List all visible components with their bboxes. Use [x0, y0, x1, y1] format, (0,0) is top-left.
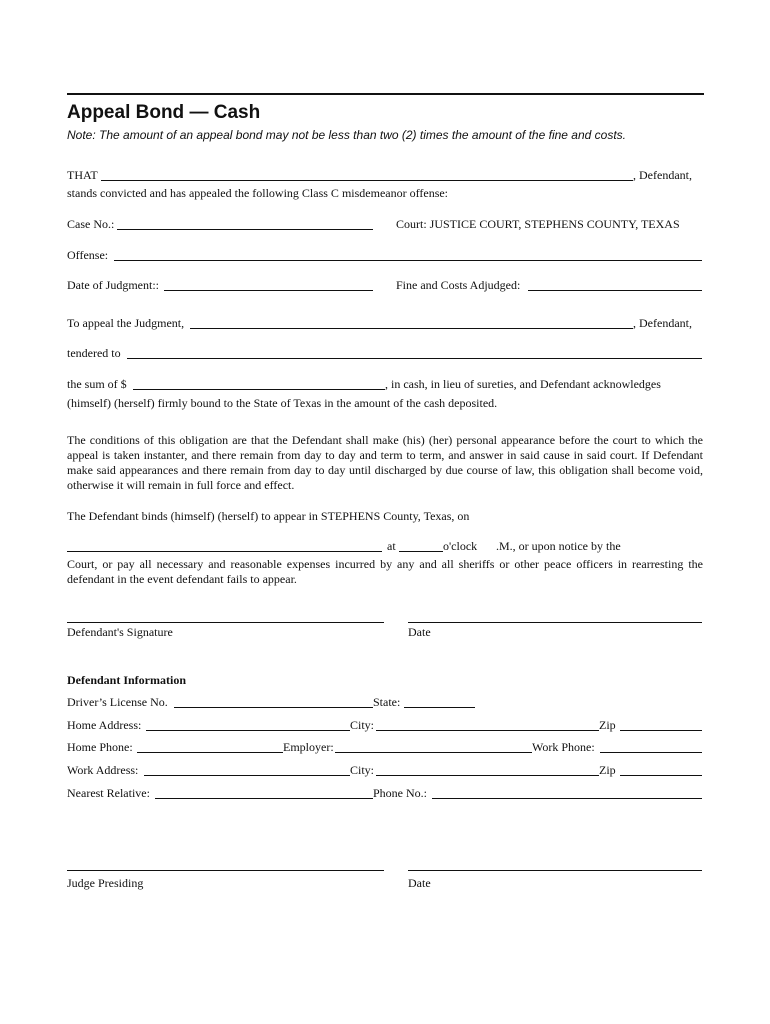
work-phone-field[interactable] [600, 752, 702, 753]
binds-text: The Defendant binds (himself) (herself) to appear in STEPHENS County, Texas, on [67, 509, 470, 523]
home-address-field[interactable] [146, 730, 350, 731]
home-zip-label: Zip [599, 718, 616, 732]
defendant-signature-label: Defendant's Signature [67, 625, 173, 639]
nearest-relative-label: Nearest Relative: [67, 786, 150, 800]
home-zip-field[interactable] [620, 730, 702, 731]
judge-presiding-label: Judge Presiding [67, 876, 144, 890]
court-text: Court: JUSTICE COURT, STEPHENS COUNTY, TEXAS [396, 217, 680, 231]
convicted-text: stands convicted and has appealed the following Class C misdemeanor offense: [67, 186, 449, 200]
work-zip-label: Zip [599, 763, 616, 777]
case-no-field[interactable] [117, 229, 373, 230]
phone-no-field[interactable] [432, 798, 702, 799]
home-address-label: Home Address: [67, 718, 142, 732]
drivers-license-field[interactable] [174, 707, 373, 708]
judge-date-label: Date [408, 876, 431, 890]
work-zip-field[interactable] [620, 775, 702, 776]
state-label: State: [373, 695, 401, 709]
appeal-name-field[interactable] [190, 328, 633, 329]
drivers-license-label: Driver’s License No. [67, 695, 168, 709]
that-label: THAT [67, 168, 98, 182]
defendant-info-heading: Defendant Information [67, 673, 186, 687]
employer-field[interactable] [335, 752, 532, 753]
work-address-field[interactable] [144, 775, 350, 776]
appearance-time-field[interactable] [399, 551, 443, 552]
nearest-relative-field[interactable] [155, 798, 373, 799]
date-judgment-label: Date of Judgment:: [67, 278, 159, 292]
work-address-label: Work Address: [67, 763, 139, 777]
date-judgment-field[interactable] [164, 290, 373, 291]
tendered-field[interactable] [127, 358, 702, 359]
notice-text: .M., or upon notice by the [496, 539, 621, 553]
case-no-label: Case No.: [67, 217, 115, 231]
work-city-field[interactable] [376, 775, 599, 776]
signature-date-label: Date [408, 625, 431, 639]
note-text: Note: The amount of an appeal bond may not be less than two (2) times the amount of the fine and costs. [67, 128, 626, 142]
home-city-field[interactable] [376, 730, 599, 731]
defendant-suffix-2: , Defendant, [633, 316, 692, 330]
employer-label: Employer: [283, 740, 334, 754]
page-title: Appeal Bond — Cash [67, 102, 261, 123]
home-phone-label: Home Phone: [67, 740, 133, 754]
fine-costs-field[interactable] [528, 290, 702, 291]
fine-costs-label: Fine and Costs Adjudged: [396, 278, 521, 292]
defendant-suffix: , Defendant, [633, 168, 692, 182]
state-field[interactable] [404, 707, 475, 708]
sum-label: the sum of $ [67, 377, 127, 391]
judge-date-line[interactable] [408, 870, 702, 871]
sum-field[interactable] [133, 389, 385, 390]
to-appeal-label: To appeal the Judgment, [67, 316, 185, 330]
defendant-signature-line[interactable] [67, 622, 384, 623]
work-phone-label: Work Phone: [532, 740, 595, 754]
conditions-paragraph: The conditions of this obligation are that the Defendant shall make (his) (her) personal appearance before the court to which the appeal is taken instanter, and there remain from day to day and term to term, and answer in said cause in said court. If Defendant make said appearances and there remain from day to day until discharged by due course of law, this obligation shall become void, otherwise it will remain in full force and effect. [67, 433, 703, 492]
tendered-label: tendered to [67, 346, 121, 360]
top-rule [67, 93, 704, 95]
offense-field[interactable] [114, 260, 702, 261]
home-city-label: City: [350, 718, 375, 732]
phone-no-label: Phone No.: [373, 786, 427, 800]
appearance-date-field[interactable] [67, 551, 382, 552]
work-city-label: City: [350, 763, 375, 777]
bound-text: (himself) (herself) firmly bound to the State of Texas in the amount of the cash deposited. [67, 396, 498, 410]
signature-date-line[interactable] [408, 622, 702, 623]
court-pay-paragraph: Court, or pay all necessary and reasonable expenses incurred by any and all sheriffs or other peace officers in rearresting the defendant in the event defendant fails to appear. [67, 557, 703, 586]
sum-suffix: , in cash, in lieu of sureties, and Defendant acknowledges [385, 377, 661, 391]
defendant-name-field[interactable] [101, 180, 633, 181]
at-label: at [387, 539, 396, 553]
offense-label: Offense: [67, 248, 109, 262]
judge-signature-line[interactable] [67, 870, 384, 871]
home-phone-field[interactable] [137, 752, 283, 753]
oclock-label: o'clock [443, 539, 478, 553]
